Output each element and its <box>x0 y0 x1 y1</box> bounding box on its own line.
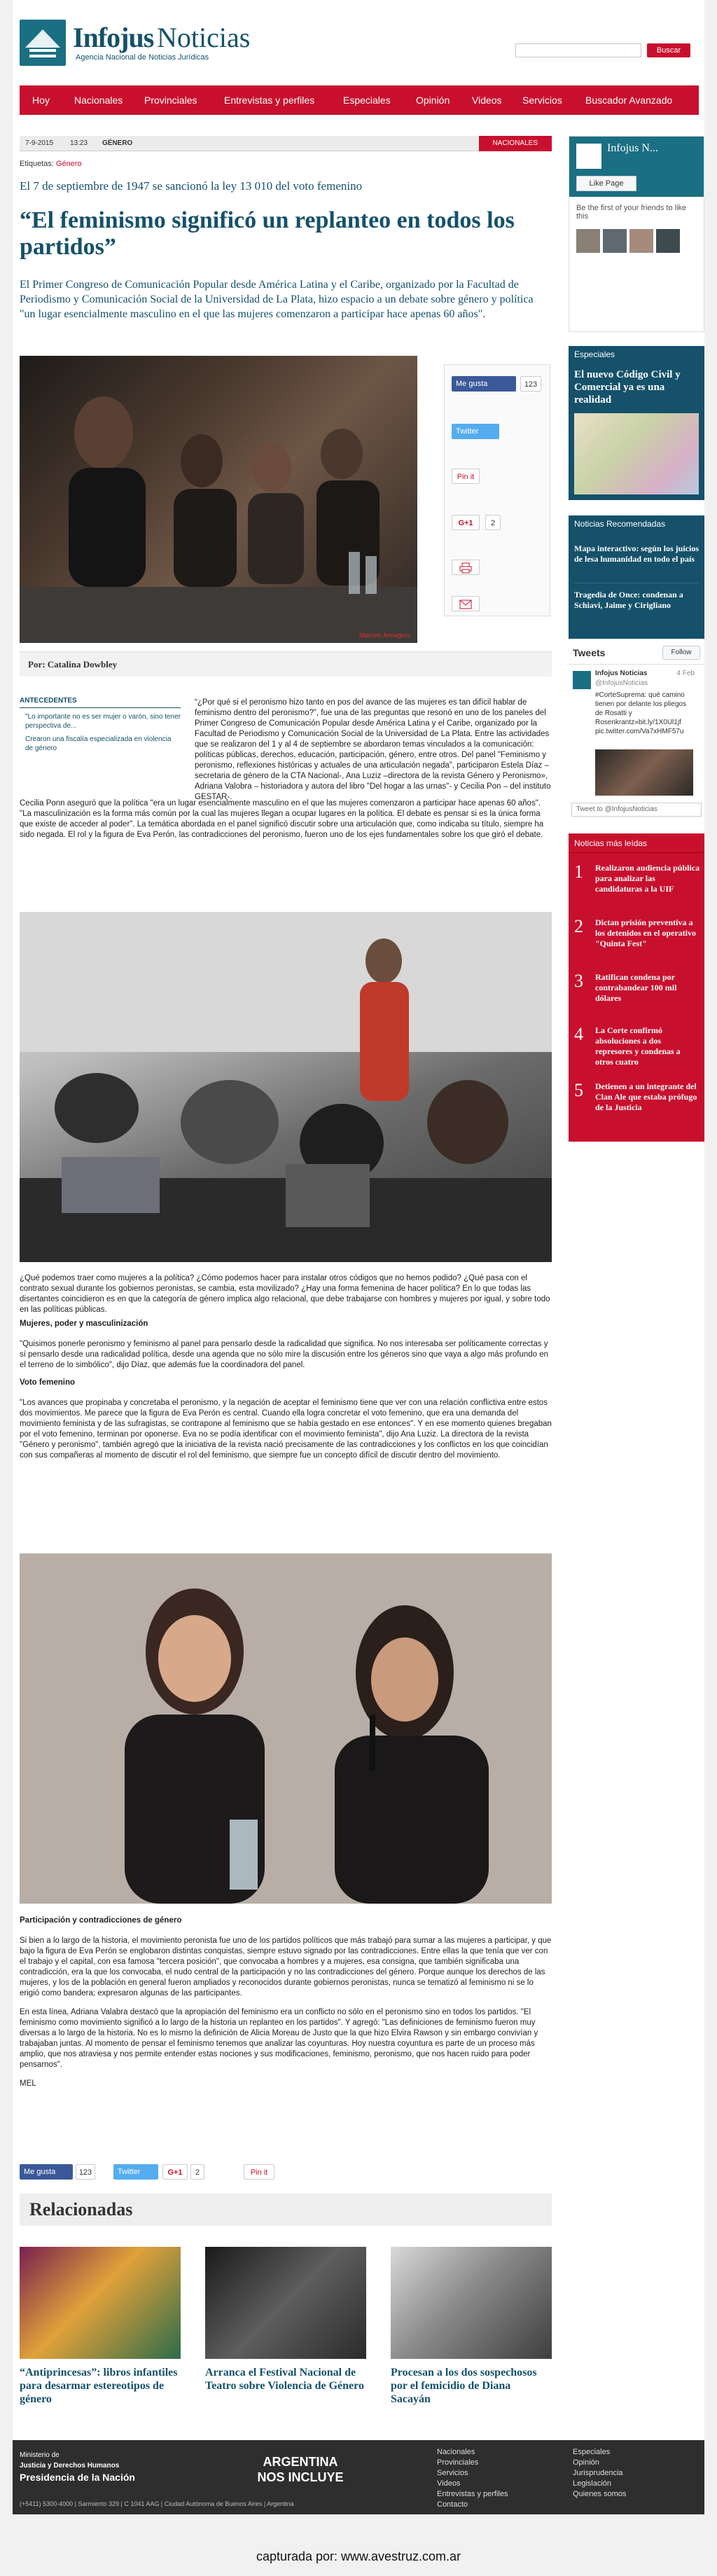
mas-leida-number: 1 <box>574 861 583 882</box>
especiales-image <box>574 413 699 494</box>
logo-name-noticias: Noticias <box>157 22 251 53</box>
paragraph-2: Cecilia Ponn aseguró que la política "era un lugar esencialmente masculino en el que las mujeres comenzaron a participar hace apenas 60 años". "La masculinización es la forma más común por la cual las mujeres llegan a ocupar lugares en la política. El debate es pensar si es la única forma que existe de acceder al poder". La temática abordada en el panel significó discutir sobre una articulación que, como indicaba su título, siempre ha sido negada. El rol y la figura de Eva Perón, las contradicciones del peronismo, fueron uno de los ejes fundamentales sobre los que giró el debate. <box>20 799 544 839</box>
share-sidebar <box>444 364 550 616</box>
section-badge[interactable]: NACIONALES <box>479 136 552 151</box>
tweet-compose-input[interactable]: Tweet to @InfojusNoticias <box>571 803 702 817</box>
mas-leida-item[interactable] <box>574 1077 700 1126</box>
logo-mark-icon <box>20 20 66 66</box>
twitter-follow-button[interactable]: Follow <box>662 646 700 660</box>
nav-item-especiales[interactable]: Especiales <box>343 95 391 106</box>
recomendadas-box <box>569 515 704 639</box>
mas-leida-number: 3 <box>574 971 583 991</box>
facebook-like-button[interactable] <box>452 376 516 392</box>
article-paragraph-1-part <box>195 698 552 801</box>
footer-links-col-2 <box>573 2447 626 2500</box>
facebook-cta: Be the first of your friends to like this <box>576 204 687 221</box>
paragraph-3: ¿Qué podemos traer como mujeres a la política? ¿Cómo podemos hacer para instalar otros códigos que no hemos podido? ¿Qué pasa con el contrato sexual durante los gobiernos peronistas, se cambia, esta movilizado? ¿Hay una forma femenina de hacer política? En lo que todas las disertantes coincidieron es en que la categoría de género implica algo relacional, que debe trabajarse con hombres y mujeres por igual, y sobre todo en las políticas públicas. <box>20 1274 550 1314</box>
footer-ministry-line-1: Ministerio de <box>20 2451 60 2459</box>
recomendada-link[interactable]: Tragedia de Once: condenan a Schiavi, Jaime y Cirigliano <box>574 590 683 610</box>
nav-item-entrevistas[interactable]: Entrevistas y perfiles <box>224 95 315 106</box>
related-article-image <box>20 2247 181 2359</box>
email-icon[interactable] <box>452 596 480 611</box>
subheading-participacion: Participación y contradicciones de género <box>20 1916 182 1925</box>
footer-ministry-line-2: Justicia y Derechos Humanos <box>20 2462 120 2470</box>
photo-credit: Marcelo Arinagoru <box>358 632 410 639</box>
facebook-friend-faces <box>576 229 697 254</box>
paragraph-7: En esta línea, Adriana Valabra destacó que la apropiación del feminismo era un conflicto no sólo en el peronismo sino en todos los partidos. "El feminismo como movimiento significó a lo largo de la historia un replanteo en los partidos". Y agregó: "Las definiciones de feminismo fueron muy diversas a lo largo de la historia. No es lo mismo la definición de Alicia Moreau de Justo que la que hizo Elvira Rawson y sin embargo convivían y trabajaban juntas. Al momento de pensar el feminismo tenemos que analizar las coyunturas. Hoy nuestra coyuntura es parte de un proceso más amplio, que nos atraviesa y nos permite entender estas nociones y sus modificaciones, feminismo, peronismo, que nos hacen ruido para poder pensarnos". <box>20 2008 538 2069</box>
footer-address: (+5411) 5300-4000 | Sarmiento 329 | C 1041 AAG | Ciudad Autónoma de Buenos Aires | Argentina <box>20 2500 294 2507</box>
relacionadas-heading: Relacionadas <box>20 2194 552 2226</box>
article-date: 7-9-2015 <box>25 139 54 147</box>
article-photo-2 <box>20 912 552 1262</box>
article-genre[interactable]: GÉNERO <box>102 139 133 147</box>
article-meta-bar <box>20 136 552 151</box>
especiales-title: El nuevo Código Civil y Comercial ya es una realidad <box>574 369 681 406</box>
footer-link[interactable]: Jurisprudencia <box>573 2469 623 2477</box>
tags-line <box>20 160 82 168</box>
especiales-box[interactable] <box>569 346 704 500</box>
tweet-image <box>595 749 693 796</box>
logo-name-infojus: Infojus <box>73 22 154 53</box>
footer-link[interactable]: Especiales <box>573 2448 611 2456</box>
footer-presidency: Presidencia de la Nación <box>20 2472 135 2483</box>
recomendadas-heading: Noticias Recomendadas <box>574 519 666 529</box>
search-button[interactable]: Buscar <box>647 43 690 57</box>
related-article-title: “Antiprincesas”: libros infantiles para desarmar estereotipos de género <box>20 2367 178 2405</box>
site-wrapper <box>13 0 704 2514</box>
paragraph-1: “¿Por qué si el peronismo hizo tanto en pos del avance de las mujeres es tan difícil hablar de feminismo dentro del peronismo?”, fue una de las preguntas que resonó en uno de los paneles del Primer Congreso de Comunicación Popular desde América Latina y el Caribe, organizado por la Facultad de Periodismo y Comunicación Social de la Universidad de La Plata. Entre las actividades que se realizaron del 1 y al 4 de septiembre se abordaron temas vinculados a la comunicación: políticas públicas, derechos, educación, participación, género, entre otros. Del panel "Feminismo y peronismo, reflexiones históricas y actuales de una articulación negada", participaron Estela Díaz – secretaria de género de la CTA Nacional-, Ana Luziz –directora de la revista Género y Peronismo», Adriana Valobra – historiadora y autora del libro "Del hogar a las urnas"- y Cecilia Pon – del instituto GESTAR-. <box>195 698 551 801</box>
footer-link[interactable]: Legislación <box>573 2479 612 2488</box>
antecedentes-heading: ANTECEDENTES <box>20 697 181 708</box>
main-nav <box>20 85 699 115</box>
related-article[interactable] <box>391 2247 552 2406</box>
mas-leida-title: Realizaron audiencia pública para analizar las candidaturas a la UIF <box>595 863 700 894</box>
site-footer <box>13 2440 704 2514</box>
mas-leida-number: 2 <box>574 916 583 936</box>
article-lead: El Primer Congreso de Comunicación Popular desde América Latina y el Caribe, organizado por la Facultad de Periodismo y Comunicación Social de la Universidad de La Plata, hizo espacio a un debate sobre género y política "un lugar esencialmente masculino en el que las mujeres comenzaron a participar hace apenas 60 años". <box>20 279 534 320</box>
nav-item-buscador[interactable]: Buscador Avanzado <box>585 95 673 106</box>
logo-subtitle: Agencia Nacional de Noticias Jurídicas <box>76 53 209 62</box>
facebook-page-cover <box>569 137 704 197</box>
gplus-count-bottom: 2 <box>190 2164 204 2180</box>
footer-argentina-slogan <box>255 2454 346 2485</box>
article-time: 13:23 <box>70 139 88 147</box>
tweets-heading: Tweets <box>573 647 606 658</box>
footer-link[interactable]: Videos <box>437 2479 461 2488</box>
footer-link[interactable]: Quienes somos <box>573 2490 627 2498</box>
capture-watermark: capturada por: www.avestruz.com.ar <box>256 2549 461 2563</box>
nav-item-videos[interactable]: Videos <box>472 95 502 106</box>
pinterest-button[interactable]: Pin it <box>452 469 480 484</box>
especiales-heading: Especiales <box>574 349 615 359</box>
site-logo[interactable] <box>20 20 286 69</box>
mas-leida-item[interactable] <box>574 1021 700 1070</box>
nav-item-provinciales[interactable]: Provinciales <box>144 95 197 106</box>
related-article-title: Procesan a los dos sospechosos por el femicidio de Diana Sacayán <box>391 2367 537 2405</box>
footer-slogan-line-2: NOS INCLUYE <box>257 2470 344 2484</box>
mas-leida-item[interactable] <box>574 968 700 1017</box>
facebook-page-name[interactable]: Infojus N... <box>607 142 658 154</box>
print-icon[interactable] <box>452 560 480 575</box>
nav-item-nacionales[interactable]: Nacionales <box>74 95 123 106</box>
article-title: “El feminismo significó un replanteo en todos los partidos” <box>20 207 515 260</box>
nav-item-servicios[interactable]: Servicios <box>522 95 562 106</box>
facebook-page-avatar <box>576 144 601 169</box>
gplus-count: 2 <box>485 515 501 530</box>
facebook-like-label: Me gusta <box>456 380 488 388</box>
mas-leida-item[interactable] <box>574 913 700 962</box>
related-article[interactable] <box>20 2247 181 2406</box>
twitter-button-bottom[interactable] <box>113 2164 158 2180</box>
article-body-block <box>20 1339 552 1379</box>
facebook-page-box <box>569 136 704 332</box>
twitter-button[interactable] <box>452 424 499 439</box>
twitter-widget <box>569 644 704 819</box>
article-body-block <box>20 1936 552 2098</box>
article-kicker: El 7 de septiembre de 1947 se sancionó la ley 13 010 del voto femenino <box>20 179 363 193</box>
paragraph-5: "Los avances que propinaba y concretaba el peronismo, y la negación de aceptar el feminismo tiene que ver con una relación conflictiva entre estos dos movimientos. Me parece que la figura de Eva Perón es central. Cuando ella logra concretar el voto femenino, que era una demanda del movimiento feminista y de las sufragistas, se contrapone al feminismo que se había gestado en ese entonces". Y en ese momento quienes bregaban por el voto femenino, terminan por oponerse. Eva no se podía identificar con el movimiento feminista", dijo Ana Luziz. La directora de la revista "Género y peronismo", también agregó que la iniciativa de la revista nació precisamente de las contradicciones y los conflictos en los que coincidían con sus compañeras al momento de discutir el rol del feminismo, que siempre fue un concepto difícil de discutir dentro del movimiento. <box>20 1399 552 1460</box>
paragraph-4: "Quisimos ponerle peronismo y feminismo al panel para pensarlo desde la radicalidad que significa. No nos interesaba ser políticamente correctas y sí pensarlo desde una radicalidad política, desde una agenda que no sólo mire la discusión entre los géneros sino que vaya a algo más profundo en el terreno de lo simbólico", dijo Díaz, que además fue la coordinadora del panel. <box>20 1340 549 1369</box>
footer-link[interactable]: Contacto <box>437 2500 468 2509</box>
antecedentes-box <box>20 697 181 757</box>
related-article-title: Arranca el Festival Nacional de Teatro sobre Violencia de Género <box>205 2367 364 2392</box>
mas-leida-item[interactable] <box>574 859 700 908</box>
footer-slogan-line-1: ARGENTINA <box>263 2455 338 2469</box>
facebook-like-count-bottom: 123 <box>76 2164 95 2180</box>
byline: Por: Catalina Dowbley <box>20 651 552 677</box>
tweet-date: 4 Feb <box>676 670 695 677</box>
mas-leidas-box <box>569 833 704 1142</box>
tag-genero[interactable]: Género <box>55 160 82 168</box>
article-body-block <box>20 1398 552 1469</box>
mas-leida-number: 4 <box>574 1024 583 1044</box>
mas-leida-title: Ratifican condena por contrabandear 100 mil dólares <box>595 972 677 1003</box>
facebook-like-label: Me gusta <box>24 2168 56 2176</box>
mas-leidas-heading: Noticias más leídas <box>569 833 704 853</box>
article-body-block <box>20 1273 552 1324</box>
related-article[interactable] <box>205 2247 366 2393</box>
footer-link[interactable]: Entrevistas y perfiles <box>437 2490 508 2498</box>
subheading-voto: Voto femenino <box>20 1378 76 1387</box>
tweet-handle[interactable]: @InfojusNoticias <box>595 679 648 687</box>
footer-links-col-1 <box>437 2447 508 2510</box>
mas-leida-title: Detienen a un integrante del Clan Ale que estaba prófugo de la Justicia <box>595 1081 697 1112</box>
tags-label: Etiquetas: <box>20 160 54 168</box>
gplus-button-bottom[interactable]: G+1 <box>162 2164 188 2180</box>
article-signature: MEL <box>20 2079 36 2088</box>
paragraph-6: Si bien a lo largo de la historia, el movimiento peronista fue uno de los partidos políticos que más trabajó para sumar a las mujeres a participar, y que bajo la figura de Eva Perón se englobaron distintas conquistas, siempre estuvo signado por las contradicciones. Entre ellas la que tenía que ver con el trabajo y el capital, con esa famosa "tercera posición", que convocaba a hombres y a mujeres, esa consigna, que también significaba una contradicción, era la que los convocaba, el nudo central de la participación y no las contradicciones del género. Porque aunque los derechos de las mujeres, y los de la población en general fueron ampliados y reconocidos durante gobiernos peronistas, nunca se tematizó al feminismo ni se lo erigió como bandera; expresaron algunas de las participantes. <box>20 1937 552 1997</box>
footer-link[interactable]: Provinciales <box>437 2458 479 2467</box>
footer-link[interactable]: Opinión <box>573 2458 599 2467</box>
mas-leida-number: 5 <box>574 1080 583 1100</box>
twitter-label: Twitter <box>456 427 479 436</box>
facebook-like-count: 123 <box>520 376 541 392</box>
mas-leida-title: Dictan prisión preventiva a los detenidos en el operativo "Quinta Fest" <box>595 917 696 948</box>
nav-item-hoy[interactable]: Hoy <box>32 95 50 106</box>
tweet-text: #CorteSuprema: qué camino tienen por delante los pliegos de Rosatti y Rosenkrantz»bit.ly/1X0Ul1jf pic.twitter.com/Va7xHMF57u <box>595 691 687 735</box>
facebook-like-page-button[interactable]: Like Page <box>576 176 636 191</box>
footer-ministry[interactable] <box>20 2450 135 2483</box>
article-body-block <box>20 798 552 849</box>
facebook-like-button-bottom[interactable] <box>20 2164 73 2180</box>
antecedentes-link[interactable]: Crearon una fiscalía especializada en violencia de género <box>25 735 172 752</box>
article-main-photo <box>20 356 417 643</box>
subheading-mujeres: Mujeres, poder y masculinización <box>20 1320 148 1328</box>
gplus-button[interactable]: G+1 <box>452 515 480 530</box>
search-input[interactable] <box>515 43 641 57</box>
nav-item-opinion[interactable]: Opinión <box>416 95 450 106</box>
tweet-avatar <box>573 671 591 689</box>
recomendada-link[interactable]: Mapa interactivo: según los juicios de lesa humanidad en todo el país <box>574 543 699 564</box>
twitter-label: Twitter <box>118 2168 141 2176</box>
antecedentes-link[interactable]: "Lo importante no es ser mujer o varón, sino tener perspectiva de... <box>25 713 181 730</box>
footer-link[interactable]: Nacionales <box>437 2448 475 2456</box>
related-article-image <box>391 2247 552 2359</box>
article-photo-3 <box>20 1553 552 1904</box>
footer-link[interactable]: Servicios <box>437 2469 468 2477</box>
pinterest-button-bottom[interactable]: Pin it <box>244 2164 274 2180</box>
tweet-account[interactable]: Infojus Noticias <box>595 670 648 677</box>
share-bar-bottom <box>20 2164 552 2180</box>
mas-leida-title: La Corte confirmó absoluciones a dos represores y condenas a otros cuatro <box>595 1025 681 1067</box>
related-article-image <box>205 2247 366 2359</box>
